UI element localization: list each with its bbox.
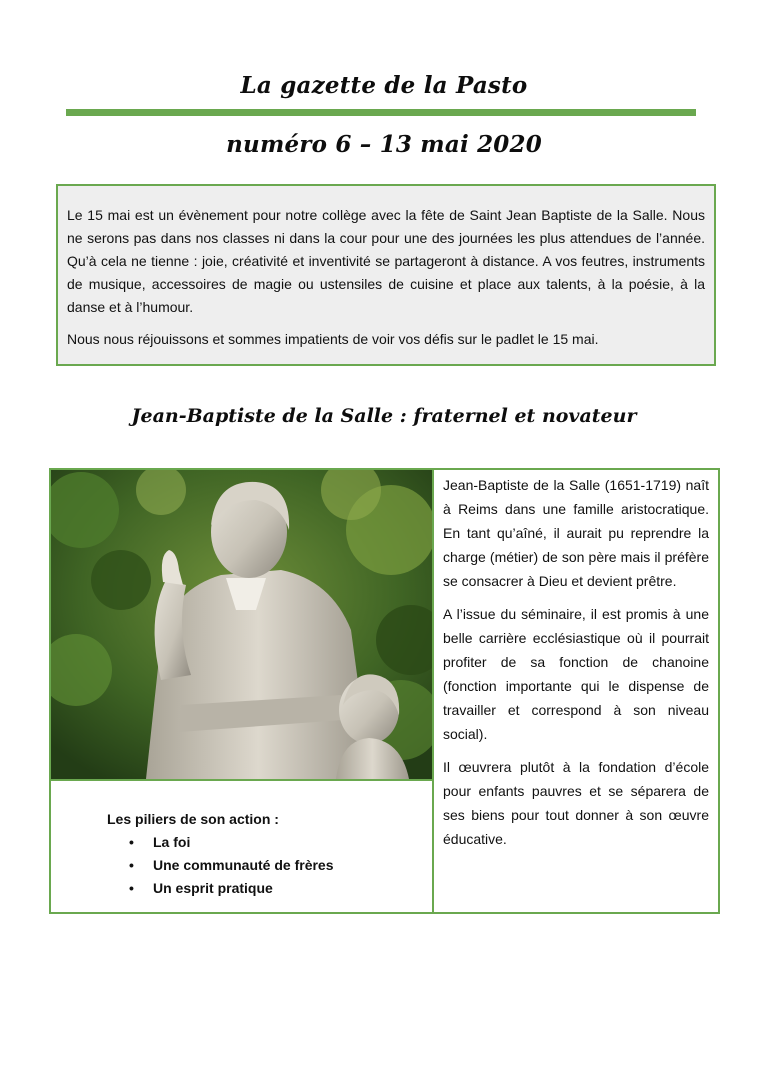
bullet-icon: • (129, 834, 134, 850)
intro-paragraph: Le 15 mai est un évènement pour notre collège avec la fête de Saint Jean Baptiste de la Salle. Nous ne serons pas dans nos classes ni dans la cour pour une des journées les plus attendues de l’année. Qu’à cela ne tienne : joie, créativité et inventivité se partageront à distance. A vos feutres, instruments de musique, accessoires de magie ou ustensiles de cuisine et place aux talents, à la poésie, à la danse et à l’humour. (67, 207, 705, 315)
title-divider (66, 109, 696, 116)
bullet-icon: • (129, 880, 134, 896)
list-item: • Un esprit pratique (107, 877, 334, 900)
table-row-divider (49, 779, 434, 781)
pillars-heading: Les piliers de son action : (107, 811, 279, 827)
table-column-divider (432, 468, 434, 914)
statue-photo (51, 470, 432, 779)
pillars-list (107, 831, 334, 900)
biography-text (443, 473, 709, 860)
gazette-title: La gazette de la Pasto (240, 72, 528, 99)
section-title: Jean-Baptiste de la Salle : fraternel et novateur (131, 405, 637, 427)
bullet-icon: • (129, 857, 134, 873)
list-item: • La foi (107, 831, 334, 854)
bio-paragraph: Il œuvrera plutôt à la fondation d’école pour enfants pauvres et se séparera de ses biens pour tout donner à son œuvre éducative. (443, 759, 709, 847)
statue-photo-icon (51, 470, 432, 779)
intro-paragraph: Nous nous réjouissons et sommes impatients de voir vos défis sur le padlet le 15 mai. (67, 331, 599, 347)
list-item: • Une communauté de frères (107, 854, 334, 877)
issue-number: numéro 6 – 13 mai 2020 (226, 131, 542, 158)
bio-paragraph: Jean-Baptiste de la Salle (1651-1719) naît à Reims dans une famille aristocratique. En tant qu’aîné, il aurait pu reprendre la charge (métier) de son père mais il préfère se consacrer à Dieu et devient prêtre. (443, 477, 709, 589)
bio-paragraph: A l’issue du séminaire, il est promis à une belle carrière ecclésiastique où il pourrait profiter de sa fonction de chanoine (fonction importante qui le dispense de travailler et correspond à son niveau social). (443, 606, 709, 742)
pillars-block (107, 808, 334, 900)
intro-box (56, 184, 716, 366)
